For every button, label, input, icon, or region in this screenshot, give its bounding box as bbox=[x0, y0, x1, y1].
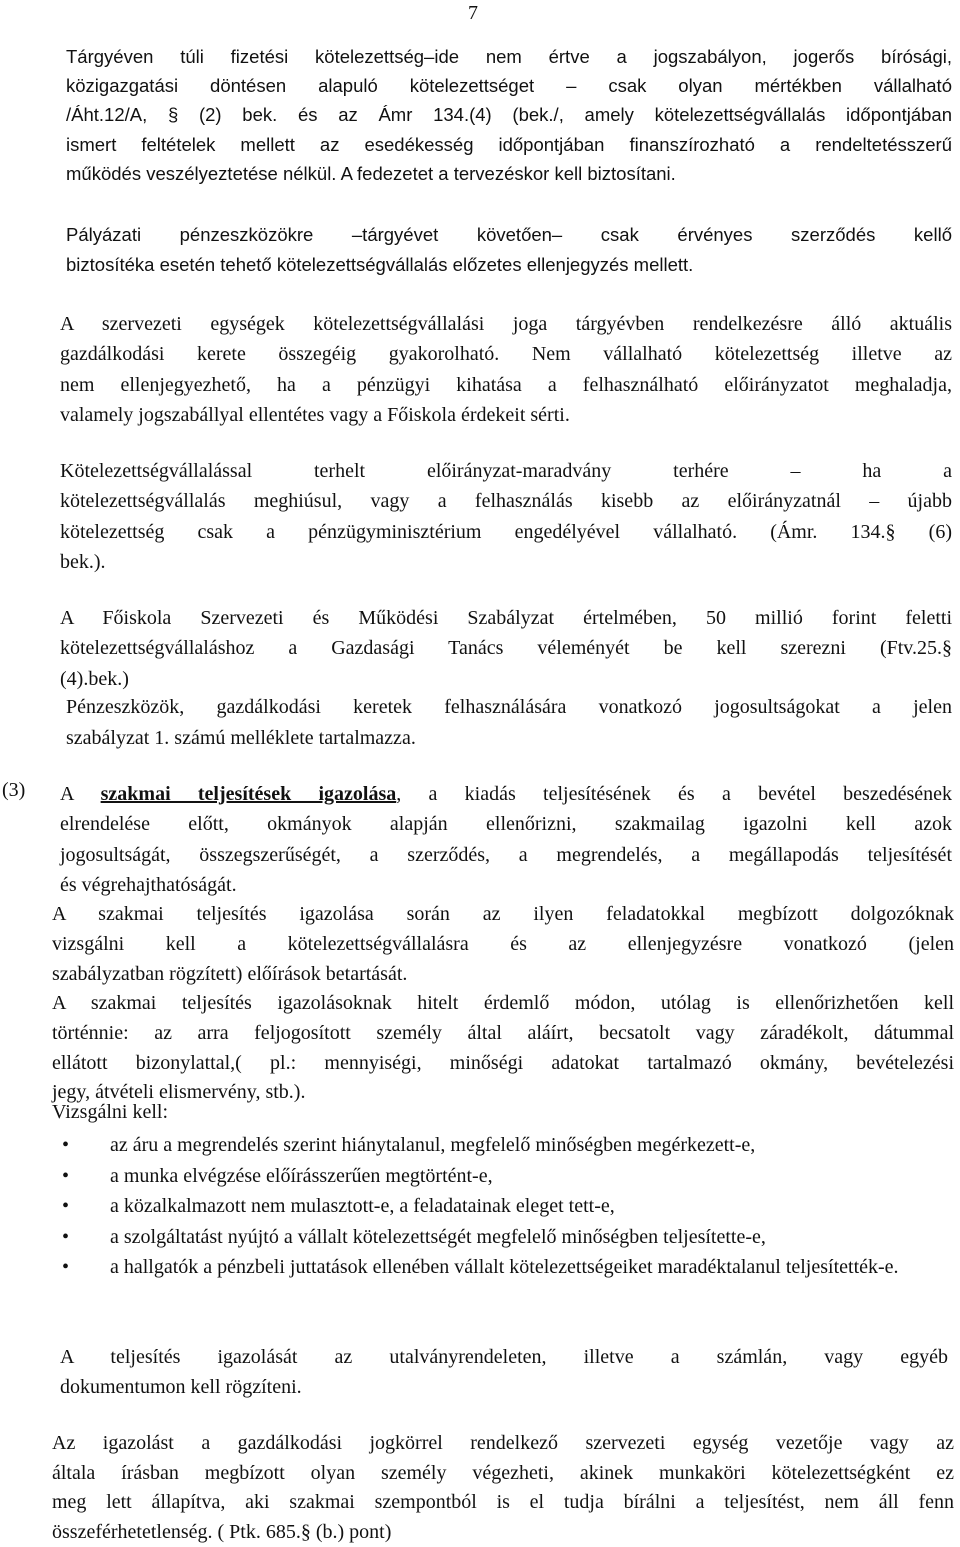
paragraph-grant-funds bbox=[66, 220, 952, 279]
text-line: dokumentumon kell rögzíteni. bbox=[60, 1373, 948, 1403]
bullet-icon: • bbox=[62, 1252, 69, 1283]
text-line: működés veszélyeztetése nélkül. A fedezetet a tervezéskor kell biztosítani. bbox=[66, 159, 952, 188]
text-line: összeférhetetlenség. ( Ptk. 685.§ (b.) pont) bbox=[52, 1518, 954, 1547]
text-line: kötelezettség csak a pénzügyminisztérium engedélyével vállalható. (Ámr. 134.§ (6) bbox=[60, 517, 952, 547]
paragraph-who-certifies bbox=[52, 1429, 954, 1547]
text-line: A Főiskola Szervezeti és Működési Szabályzat értelmében, 50 millió forint feletti bbox=[60, 603, 952, 633]
text-line: vizsgálni kell a kötelezettségvállalásra és az ellenjegyzésre vonatkozó (jelen bbox=[52, 930, 954, 960]
text-line: kötelezettségvállalás meghiúsul, vagy a felhasználás kisebb az előirányzatnál – újabb bbox=[60, 486, 952, 516]
list-item-text: az áru a megrendelés szerint hiánytalanul, megfelelő minőségben megérkezett-e, bbox=[110, 1134, 755, 1156]
text-line: /Áht.12/A, § (2) bek. és az Ámr 134.(4) (bek./, amely kötelezettségvállalás időpontjában bbox=[66, 100, 952, 129]
text-line: A teljesítés igazolását az utalványrendeleten, illetve a számlán, vagy egyéb bbox=[60, 1343, 948, 1373]
text-line: közigazgatási döntésen alapuló kötelezettséget – csak olyan mértékben vállalható bbox=[66, 71, 952, 100]
checklist-label: Vizsgálni kell: bbox=[52, 1101, 168, 1124]
paragraph-record-certification bbox=[60, 1343, 948, 1402]
bullet-icon: • bbox=[62, 1191, 69, 1222]
list-item-text: a munka elvégzése előírásszerűen megtörtént-e, bbox=[110, 1165, 493, 1187]
text-line: szabályzat 1. számú melléklete tartalmazza. bbox=[66, 723, 952, 754]
list-item-text: a szolgáltatást nyújtó a vállalt kötelezettségét megfelelő minőségben teljesítette-e, bbox=[110, 1226, 766, 1248]
text-line: ellátott bizonylattal,( pl.: mennyiségi, minőségi adatokat tartalmazó okmány, bevételezési bbox=[52, 1049, 954, 1079]
text-line: A szervezeti egységek kötelezettségvállalási joga tárgyévben rendelkezésre álló aktuális bbox=[60, 309, 952, 339]
text-line: gazdálkodási kerete összegéig gyakorolható. Nem vállalható kötelezettség illetve az bbox=[60, 339, 952, 369]
text-line: A szakmai teljesítés igazolásoknak hitelt érdemlő módon, utólag is ellenőrizhetően kell bbox=[52, 989, 954, 1019]
text-line: A szakmai teljesítés igazolása során az ilyen feladatokkal megbízott dolgozóknak bbox=[52, 900, 954, 930]
text-line: (4).bek.) bbox=[60, 664, 952, 694]
paragraph-credible-certification bbox=[52, 989, 954, 1108]
text-line: és végrehajthatóságát. bbox=[60, 870, 952, 900]
list-item bbox=[62, 1252, 952, 1283]
section-marker: (3) bbox=[2, 779, 25, 802]
defined-term: szakmai teljesítések igazolása bbox=[101, 783, 397, 805]
paragraph-future-obligations bbox=[66, 42, 952, 188]
text-line: történnie: az arra feljogosított személy által aláírt, becsatolt vagy záradékolt, dátummal bbox=[52, 1019, 954, 1049]
paragraph-unit-rights bbox=[60, 309, 952, 430]
page-number: 7 bbox=[468, 2, 478, 25]
text-line: bek.). bbox=[60, 547, 952, 577]
paragraph-performance-certification bbox=[60, 779, 952, 900]
text-line: ismert feltételek mellett az esedékesség időpontjában finanszírozható a rendeltetésszerű bbox=[66, 130, 952, 159]
list-item bbox=[62, 1222, 952, 1253]
text-line: elrendelése előtt, okmányok alapján ellenőrizni, szakmailag igazolni kell azok bbox=[60, 809, 952, 839]
bullet-icon: • bbox=[62, 1222, 69, 1253]
text-line: Pénzeszközök, gazdálkodási keretek felhasználására vonatkozó jogosultságokat a jelen bbox=[66, 692, 952, 723]
text-line: Az igazolást a gazdálkodási jogkörrel rendelkező szervezeti egység vezetője vagy az bbox=[52, 1429, 954, 1459]
paragraph-economic-council bbox=[60, 603, 952, 694]
bullet-icon: • bbox=[62, 1161, 69, 1192]
text-line bbox=[60, 779, 952, 809]
text-line: jogosultságát, összegszerűségét, a szerződés, a megrendelés, a megállapodás teljesítését bbox=[60, 840, 952, 870]
checklist bbox=[62, 1130, 952, 1283]
paragraph-annex-reference bbox=[66, 692, 952, 754]
list-item-text: a közalkalmazott nem mulasztott-e, a feladatainak eleget tett-e, bbox=[110, 1195, 615, 1217]
list-item bbox=[62, 1130, 952, 1161]
text-rest: , a kiadás teljesítésének és a bevétel beszedésének bbox=[396, 783, 952, 805]
text-line: valamely jogszabállyal ellentétes vagy a Főiskola érdekeit sérti. bbox=[60, 400, 952, 430]
text-line: Pályázati pénzeszközökre –tárgyévet követően– csak érvényes szerződés kellő bbox=[66, 220, 952, 250]
list-item bbox=[62, 1161, 952, 1192]
paragraph-residual-appropriation bbox=[60, 456, 952, 577]
text-line: nem ellenjegyezhető, ha a pénzügyi kihatása a felhasználható előirányzatot meghaladja, bbox=[60, 370, 952, 400]
text-line: jegy, átvételi elismervény, stb.). bbox=[52, 1078, 954, 1108]
text-line: meg lett állapítva, aki szakmai szempontból is el tudja bírálni a teljesítést, nem áll fenn bbox=[52, 1488, 954, 1518]
text-line: általa írásban megbízott olyan személy végezheti, akinek munkaköri kötelezettségként ez bbox=[52, 1459, 954, 1489]
bullet-icon: • bbox=[62, 1130, 69, 1161]
text-line: szabályzatban rögzített) előírások betartását. bbox=[52, 960, 954, 990]
list-item-text: a hallgatók a pénzbeli juttatások ellenében vállalt kötelezettségeiket maradéktalanul teljesítették-e. bbox=[110, 1256, 899, 1278]
text-lead: A bbox=[60, 783, 101, 805]
paragraph-certification-duties bbox=[52, 900, 954, 989]
text-line: Tárgyéven túli fizetési kötelezettség–ide nem értve a jogszabályon, jogerős bírósági, bbox=[66, 42, 952, 71]
text-line: biztosítéka esetén tehető kötelezettségvállalás előzetes ellenjegyzés mellett. bbox=[66, 250, 952, 280]
list-item bbox=[62, 1191, 952, 1222]
text-line: Kötelezettségvállalással terhelt előirányzat-maradvány terhére – ha a bbox=[60, 456, 952, 486]
text-line: kötelezettségvállaláshoz a Gazdasági Tanács véleményét be kell szerezni (Ftv.25.§ bbox=[60, 633, 952, 663]
